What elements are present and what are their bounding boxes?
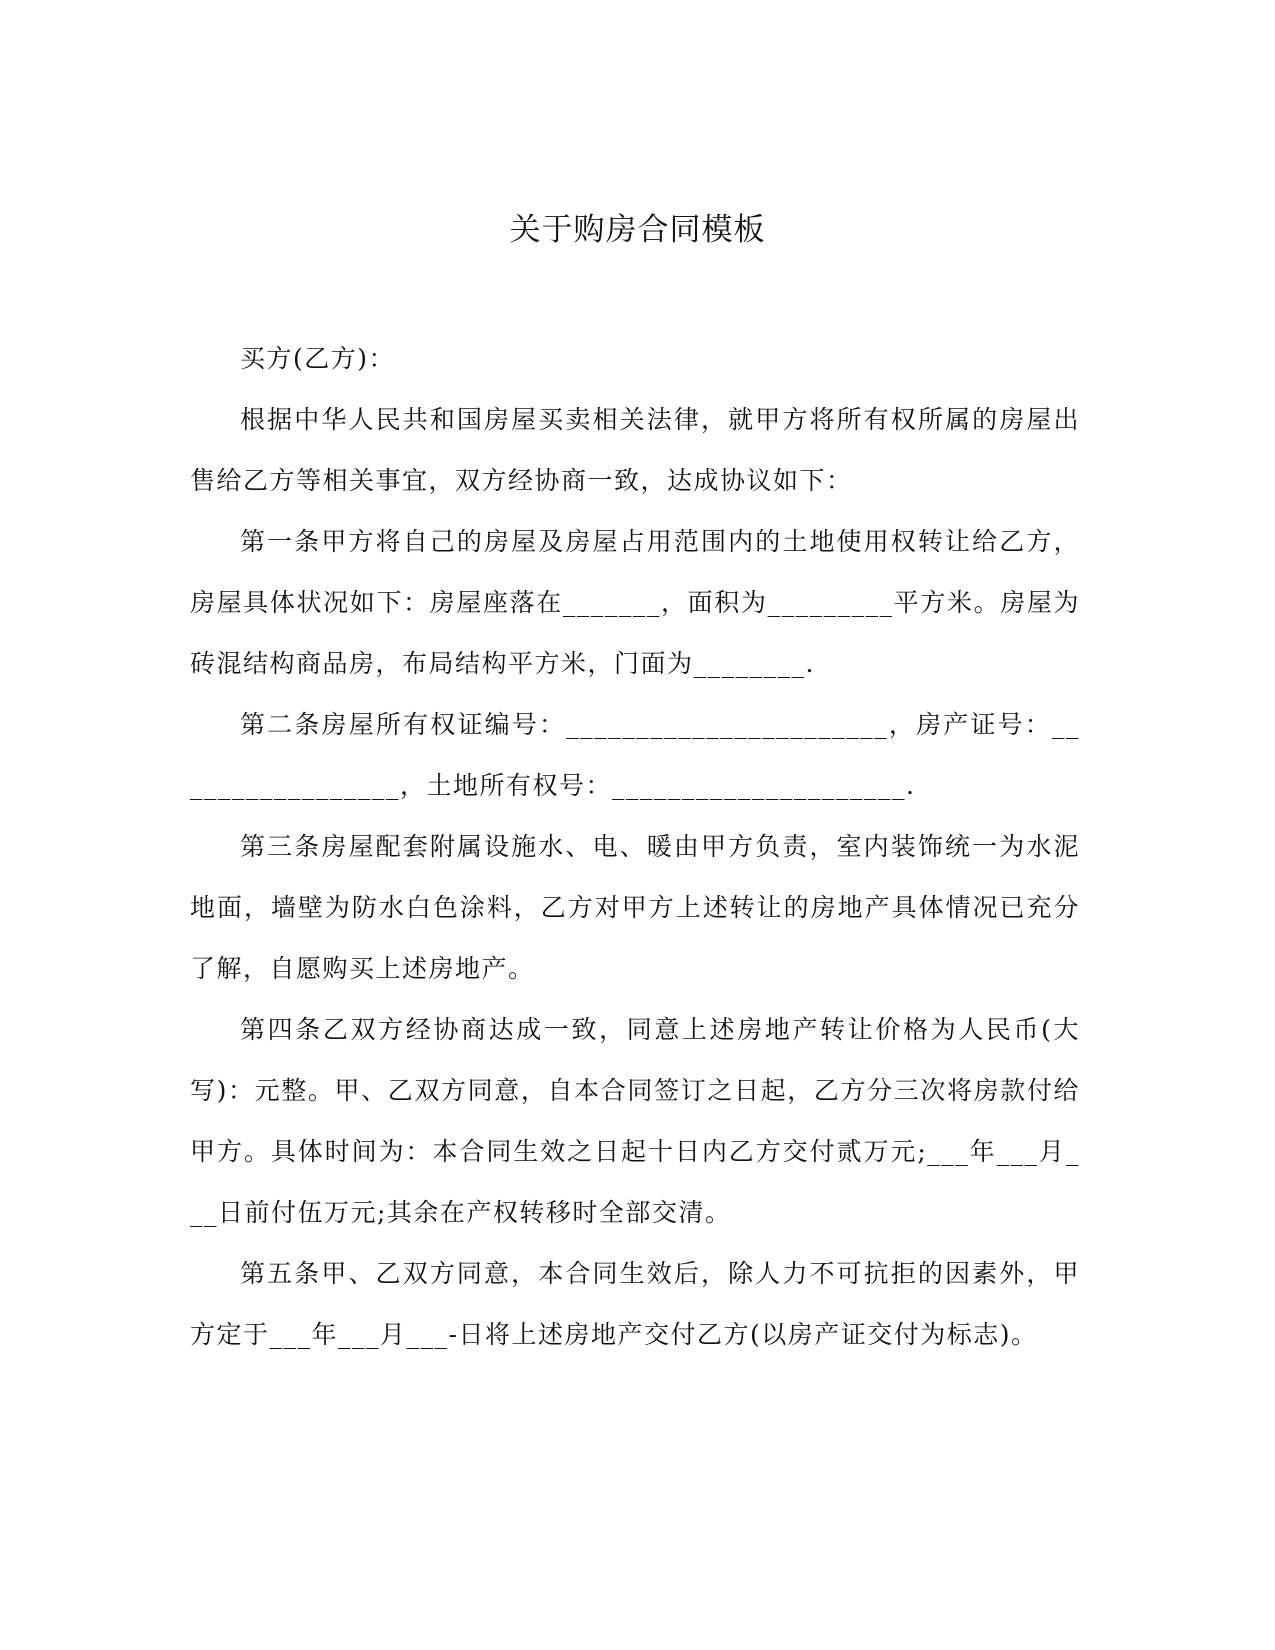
document-title: 关于购房合同模板 bbox=[509, 212, 766, 248]
article-2-paragraph: 第二条房屋所有权证编号：_______________________，房产证号：_________________，土地所有权号：_____________________. bbox=[190, 710, 1080, 800]
document-body bbox=[190, 328, 1080, 1365]
preamble-paragraph: 根据中华人民共和国房屋买卖相关法律，就甲方将所有权所属的房屋出售给乙方等相关事宜，双方经协商一致，达成协议如下： bbox=[190, 405, 1080, 495]
article-4-paragraph: 第四条乙双方经协商达成一致，同意上述房地产转让价格为人民币(大写)：元整。甲、乙双方同意，自本合同签订之日起，乙方分三次将房款付给甲方。具体时间为：本合同生效之日起十日内乙方交付贰万元;___年___月___日前付伍万元;其余在产权转移时全部交清。 bbox=[190, 1015, 1080, 1227]
article-3-paragraph: 第三条房屋配套附属设施水、电、暖由甲方负责，室内装饰统一为水泥地面，墙壁为防水白色涂料，乙方对甲方上述转让的房地产具体情况已充分了解，自愿购买上述房地产。 bbox=[190, 832, 1080, 983]
article-5-paragraph: 第五条甲、乙双方同意，本合同生效后，除人力不可抗拒的因素外，甲方定于___年___月___-日将上述房地产交付乙方(以房产证交付为标志)。 bbox=[190, 1259, 1080, 1349]
buyer-line: 买方(乙方)： bbox=[240, 344, 396, 373]
article-1-paragraph: 第一条甲方将自己的房屋及房屋占用范围内的土地使用权转让给乙方，房屋具体状况如下：房屋座落在_______，面积为_________平方米。房屋为砖混结构商品房，布局结构平方米，门面为________. bbox=[190, 527, 1080, 678]
